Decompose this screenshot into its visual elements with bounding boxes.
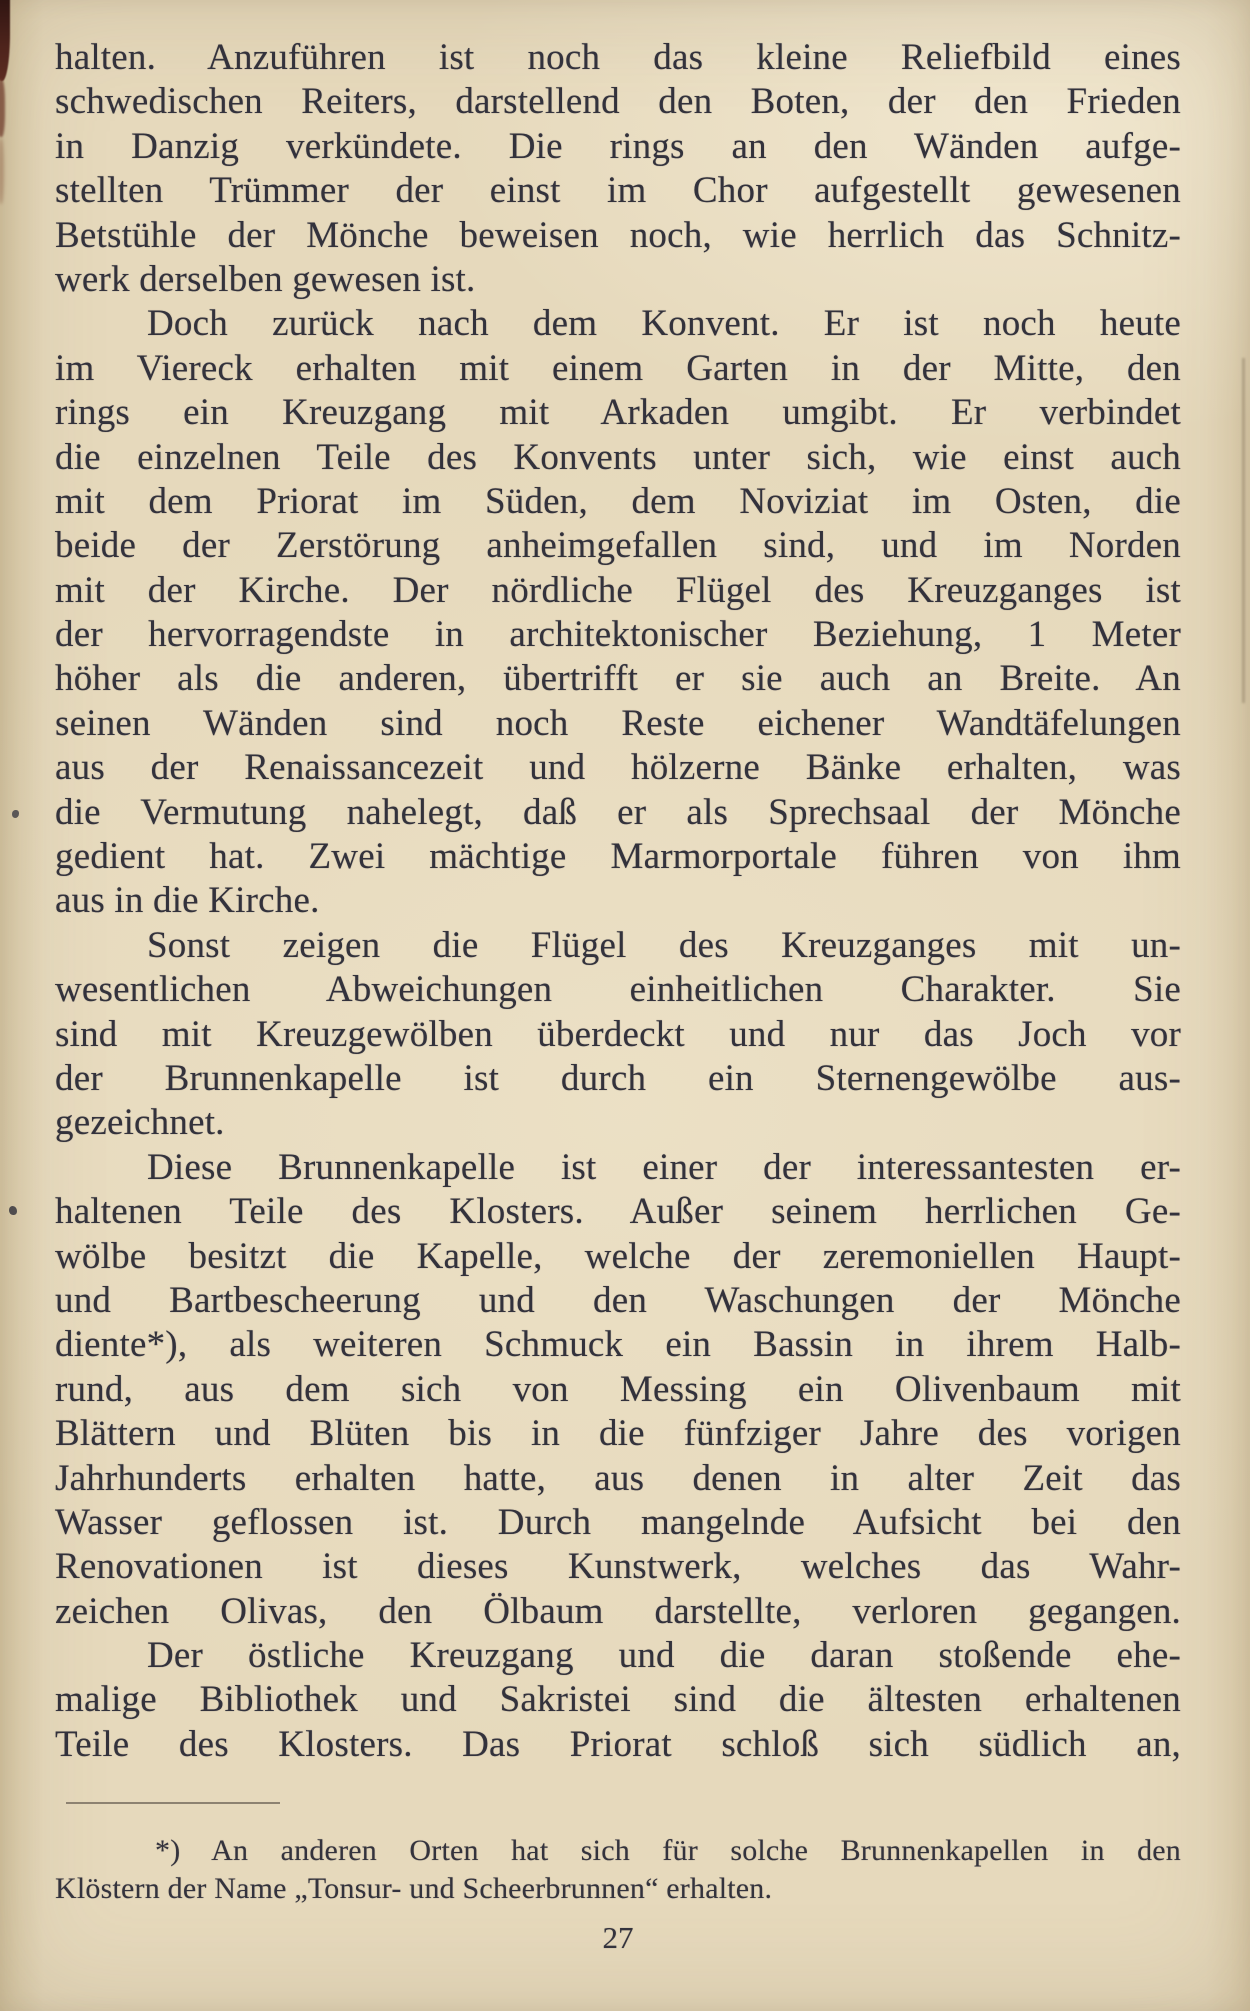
- page-number: 27: [602, 1920, 634, 1955]
- text-line: sind mit Kreuzgewölben überdeckt und nur das Joch vor: [55, 1013, 1181, 1055]
- text-line: Sonst zeigen die Flügel des Kreuzganges mit un-: [147, 924, 1181, 966]
- page-edge-stain-low: [0, 138, 4, 204]
- text-line: zeichen Olivas, den Ölbaum darstellte, verloren gegangen.: [55, 1590, 1181, 1632]
- text-line: stellten Trümmer der einst im Chor aufgestellt gewesenen: [55, 170, 1181, 212]
- text-line: Der östliche Kreuzgang und die daran stoßende ehe-: [147, 1635, 1181, 1677]
- text-line: *) An anderen Orten hat sich für solche Brunnenkapellen in den: [155, 1834, 1181, 1867]
- page-edge-stain-mid: [0, 79, 5, 137]
- text-line: die einzelnen Teile des Konvents unter sich, wie einst auch: [55, 436, 1181, 478]
- text-line: diente*), als weiteren Schmuck ein Bassin in ihrem Halb-: [55, 1324, 1181, 1366]
- text-line: in Danzig verkündete. Die rings an den Wänden aufge-: [55, 125, 1181, 167]
- scan-edge-shadow: [1242, 358, 1245, 703]
- text-line: beide der Zerstörung anheimgefallen sind, und im Norden: [55, 525, 1181, 567]
- text-line: gedient hat. Zwei mächtige Marmorportale führen von ihm: [55, 836, 1181, 878]
- text-line: Renovationen ist dieses Kunstwerk, welches das Wahr-: [55, 1546, 1181, 1588]
- text-line: rund, aus dem sich von Messing ein Olivenbaum mit: [55, 1368, 1181, 1410]
- text-line: mit der Kirche. Der nördliche Flügel des Kreuzganges ist: [55, 569, 1181, 611]
- text-line: wesentlichen Abweichungen einheitlichen Charakter. Sie: [55, 969, 1181, 1011]
- text-line: Diese Brunnenkapelle ist einer der interessantesten er-: [147, 1146, 1181, 1188]
- ink-speck: [9, 1206, 17, 1215]
- text-line: halten. Anzuführen ist noch das kleine Reliefbild eines: [55, 37, 1181, 78]
- text-line: malige Bibliothek und Sakristei sind die ältesten erhaltenen: [55, 1679, 1181, 1721]
- text-line: höher als die anderen, übertrifft er sie auch an Breite. An: [55, 658, 1181, 700]
- text-line: aus in die Kirche.: [55, 880, 320, 922]
- text-line: Klöstern der Name „Tonsur- und Scheerbrunnen“ erhalten.: [55, 1871, 773, 1905]
- text-line: gezeichnet.: [55, 1102, 225, 1144]
- text-line: aus der Renaissancezeit und hölzerne Bänke erhalten, was: [55, 747, 1181, 789]
- text-line: mit dem Priorat im Süden, dem Noviziat im Osten, die: [55, 480, 1181, 522]
- text-line: Doch zurück nach dem Konvent. Er ist noch heute: [147, 303, 1181, 345]
- text-line: haltenen Teile des Klosters. Außer seinem herrlichen Ge-: [55, 1191, 1181, 1233]
- text-line: im Viereck erhalten mit einem Garten in der Mitte, den: [55, 347, 1181, 389]
- text-line: wölbe besitzt die Kapelle, welche der zeremoniellen Haupt-: [55, 1235, 1181, 1277]
- text-line: werk derselben gewesen ist.: [55, 258, 476, 300]
- footnote-text: [55, 1832, 1181, 1907]
- text-line: und Bartbescheerung und den Waschungen der Mönche: [55, 1279, 1181, 1321]
- text-line: Wasser geflossen ist. Durch mangelnde Aufsicht bei den: [55, 1501, 1181, 1543]
- text-line: Jahrhunderts erhalten hatte, aus denen in alter Zeit das: [55, 1457, 1181, 1499]
- footnote-divider: [66, 1802, 280, 1804]
- text-line: Blättern und Blüten bis in die fünfziger Jahre des vorigen: [55, 1413, 1181, 1455]
- text-line: Teile des Klosters. Das Priorat schloß sich südlich an,: [55, 1723, 1181, 1765]
- text-line: schwedischen Reiters, darstellend den Boten, der den Frieden: [55, 81, 1181, 123]
- text-line: der hervorragendste in architektonischer Beziehung, 1 Meter: [55, 614, 1181, 656]
- text-line: Betstühle der Mönche beweisen noch, wie herrlich das Schnitz-: [55, 214, 1181, 256]
- page-edge-stain-top: [0, 0, 10, 81]
- text-line: die Vermutung nahelegt, daß er als Sprechsaal der Mönche: [55, 791, 1181, 833]
- text-line: seinen Wänden sind noch Reste eichener Wandtäfelungen: [55, 702, 1181, 744]
- body-text: [55, 36, 1181, 1767]
- text-line: rings ein Kreuzgang mit Arkaden umgibt. Er verbindet: [55, 392, 1181, 434]
- text-line: der Brunnenkapelle ist durch ein Sternengewölbe aus-: [55, 1057, 1181, 1099]
- ink-speck: [12, 810, 19, 818]
